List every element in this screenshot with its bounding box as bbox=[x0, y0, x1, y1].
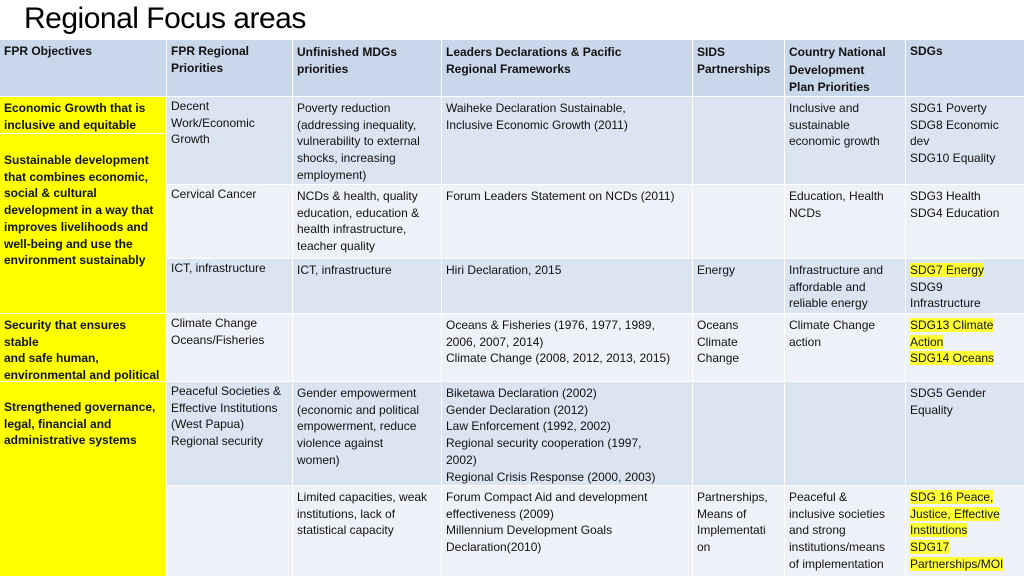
table-cell-r5-mdgs bbox=[293, 382, 441, 485]
table-cell-r6-leaders bbox=[442, 486, 692, 576]
cell-text: Biketawa Declaration (2002) bbox=[446, 386, 597, 400]
header-text: Regional Frameworks bbox=[446, 61, 571, 76]
cell-text: Infrastructure and bbox=[789, 263, 884, 277]
header-text: FPR Regional bbox=[171, 44, 250, 58]
table-cell-r1-priorities bbox=[167, 97, 292, 184]
cell-text: vulnerability to external bbox=[297, 134, 420, 149]
cell-text: Forum Leaders Statement on NCDs (2011) bbox=[446, 189, 675, 203]
cell-text: sustainable bbox=[789, 117, 850, 132]
header-sdgs-text: SDGs bbox=[910, 44, 943, 58]
cell-text: Decent bbox=[171, 99, 210, 113]
header-sdgs bbox=[906, 40, 1024, 96]
table-cell-r6-mdgs bbox=[293, 486, 441, 576]
cell-text: Energy bbox=[697, 263, 736, 277]
objective-text: well-being and use the bbox=[4, 236, 133, 251]
cell-text: 2006, 2007, 2014) bbox=[446, 334, 544, 349]
cell-text: Growth bbox=[171, 132, 210, 147]
header-text: Priorities bbox=[171, 60, 224, 75]
table-cell-r4-sids bbox=[693, 314, 784, 381]
cell-text: Means of bbox=[697, 506, 747, 521]
table-cell-r1-mdgs bbox=[293, 97, 441, 184]
cell-text: and strong bbox=[789, 523, 846, 538]
objective-text: improves livelihoods and bbox=[4, 219, 149, 234]
cell-text: Oceans bbox=[697, 318, 739, 332]
table-cell-r5-sdgs bbox=[906, 382, 1024, 485]
cell-text: 2002) bbox=[446, 452, 477, 467]
cell-text: Equality bbox=[910, 402, 953, 417]
table-cell-r4-country bbox=[785, 314, 905, 381]
cell-text: Inclusive and bbox=[789, 101, 860, 115]
cell-text: reliable energy bbox=[789, 296, 868, 311]
objective-text: inclusive and equitable bbox=[4, 117, 137, 132]
cell-text: economic growth bbox=[789, 134, 880, 149]
header-text: Unfinished MDGs bbox=[297, 45, 398, 59]
sdg-highlight-text: SDG14 Oceans bbox=[910, 351, 995, 366]
sdg-highlight-text: SDG 16 Peace, bbox=[910, 490, 994, 504]
table-cell-r4-leaders bbox=[442, 314, 692, 381]
cell-text: affordable and bbox=[789, 279, 866, 294]
header-fpr-objectives-text: FPR Objectives bbox=[4, 44, 93, 58]
table-cell-r2-mdgs bbox=[293, 185, 441, 258]
cell-text: Gender empowerment bbox=[297, 386, 417, 400]
table-cell-r3-mdgs bbox=[293, 259, 441, 313]
table-cell-r1-sdgs bbox=[906, 97, 1024, 184]
objective-text: and safe human, bbox=[4, 351, 99, 366]
table-cell-r4-priorities bbox=[167, 314, 292, 381]
table-cell-r2-leaders bbox=[442, 185, 692, 258]
objective-text: environmental and political bbox=[4, 368, 160, 383]
cell-text: Cervical Cancer bbox=[171, 187, 257, 201]
objective-text: Sustainable development bbox=[4, 153, 149, 167]
table-cell-r3-sids bbox=[693, 259, 784, 313]
cell-text: empowerment, reduce bbox=[297, 419, 417, 434]
cell-text: Climate Change bbox=[789, 318, 876, 332]
cell-text: Implementati bbox=[697, 523, 766, 538]
cell-text: SDG9 bbox=[910, 279, 943, 294]
table-cell-r1-leaders bbox=[442, 97, 692, 184]
cell-text: SDG1 Poverty bbox=[910, 101, 987, 115]
cell-text: Peaceful Societies & bbox=[171, 384, 282, 398]
cell-text: Gender Declaration (2012) bbox=[446, 402, 589, 417]
cell-text: Declaration(2010) bbox=[446, 540, 542, 555]
cell-text: dev bbox=[910, 134, 930, 149]
table-cell-r4-sdgs bbox=[906, 314, 1024, 381]
sdg-highlight-text: SDG17 bbox=[910, 540, 950, 555]
cell-text: (West Papua) bbox=[171, 417, 245, 432]
header-text: Development bbox=[789, 62, 865, 77]
table-cell-r2-priorities bbox=[167, 185, 292, 258]
cell-text: inclusive societies bbox=[789, 506, 886, 521]
objective-economic-growth bbox=[0, 97, 166, 133]
table-cell-r2-sdgs bbox=[906, 185, 1024, 258]
cell-text: effectiveness (2009) bbox=[446, 506, 554, 521]
cell-text: shocks, increasing bbox=[297, 151, 396, 166]
cell-text: Education, Health bbox=[789, 189, 884, 203]
cell-text: Climate Change (2008, 2012, 2013, 2015) bbox=[446, 351, 671, 366]
sdg-highlight-text: Action bbox=[910, 334, 944, 349]
cell-text: (economic and political bbox=[297, 402, 420, 417]
header-text: SIDS bbox=[697, 45, 726, 59]
cell-text: SDG10 Equality bbox=[910, 151, 996, 166]
cell-text: Oceans & Fisheries (1976, 1977, 1989, bbox=[446, 318, 655, 332]
cell-text: Climate Change bbox=[171, 316, 258, 330]
cell-text: Oceans/Fisheries bbox=[171, 332, 265, 347]
cell-text: Limited capacities, weak bbox=[297, 490, 428, 504]
table-cell-r2-sids bbox=[693, 185, 784, 258]
objective-governance bbox=[0, 382, 166, 576]
cell-text: SDG8 Economic bbox=[910, 117, 999, 132]
cell-text: institutions, lack of bbox=[297, 506, 396, 521]
table-cell-r3-leaders bbox=[442, 259, 692, 313]
objective-text: Strengthened governance, bbox=[4, 400, 156, 414]
cell-text: Regional security bbox=[171, 434, 264, 449]
cell-text: Poverty reduction bbox=[297, 101, 391, 115]
table-cell-r5-leaders bbox=[442, 382, 692, 485]
cell-text: Peaceful & bbox=[789, 490, 848, 504]
objective-text: administrative systems bbox=[4, 433, 137, 448]
cell-text: Partnerships, bbox=[697, 490, 768, 504]
cell-text: Regional Crisis Response (2000, 2003) bbox=[446, 469, 656, 484]
table-cell-r6-country bbox=[785, 486, 905, 576]
cell-text: ICT, infrastructure bbox=[171, 261, 266, 275]
table-cell-r6-priorities bbox=[167, 486, 292, 576]
header-fpr-priorities bbox=[167, 40, 292, 96]
header-mdgs bbox=[293, 40, 441, 96]
table-cell-r3-priorities bbox=[167, 259, 292, 313]
cell-text: Regional security cooperation (1997, bbox=[446, 436, 642, 451]
table-cell-r5-sids bbox=[693, 382, 784, 485]
cell-text: SDG4 Education bbox=[910, 205, 1000, 220]
table-cell-r6-sdgs bbox=[906, 486, 1024, 576]
cell-text: Waiheke Declaration Sustainable, bbox=[446, 101, 626, 115]
objective-text: Economic Growth that is bbox=[4, 101, 146, 115]
objective-text: development in a way that bbox=[4, 203, 154, 218]
cell-text: on bbox=[697, 540, 711, 555]
objective-text: environment sustainably bbox=[4, 253, 146, 268]
focus-areas-table bbox=[0, 40, 1024, 576]
sdg-highlight-text: Partnerships/MOI bbox=[910, 556, 1004, 571]
objective-text: legal, financial and bbox=[4, 416, 112, 431]
cell-text: SDG5 Gender bbox=[910, 386, 987, 400]
objective-text: Security that ensures stable bbox=[4, 318, 127, 349]
table-cell-r3-sdgs bbox=[906, 259, 1024, 313]
table-cell-r6-sids bbox=[693, 486, 784, 576]
cell-text: Change bbox=[697, 351, 740, 366]
cell-text: Effective Institutions bbox=[171, 400, 278, 415]
header-fpr-objectives bbox=[0, 40, 166, 96]
sdg-highlight-text: SDG13 Climate bbox=[910, 318, 994, 332]
objective-sustainable-development bbox=[0, 134, 166, 313]
header-text: Partnerships bbox=[697, 61, 771, 76]
sdg-highlight-text: SDG7 Energy bbox=[910, 263, 985, 277]
cell-text: teacher quality bbox=[297, 239, 376, 254]
cell-text: NCDs & health, quality bbox=[297, 189, 418, 203]
header-text: Country National bbox=[789, 45, 886, 59]
sdg-highlight-text: Institutions bbox=[910, 523, 968, 538]
objective-security bbox=[0, 314, 166, 381]
cell-text: Climate bbox=[697, 334, 738, 349]
cell-text: NCDs bbox=[789, 205, 821, 220]
cell-text: employment) bbox=[297, 167, 367, 182]
cell-text: institutions/means bbox=[789, 540, 886, 555]
cell-text: education, education & bbox=[297, 205, 420, 220]
header-text: Leaders Declarations & Pacific bbox=[446, 45, 622, 59]
table-cell-r1-country bbox=[785, 97, 905, 184]
cell-text: women) bbox=[297, 452, 340, 467]
table-cell-r5-priorities bbox=[167, 382, 292, 485]
table-cell-r5-country bbox=[785, 382, 905, 485]
cell-text: SDG3 Health bbox=[910, 189, 981, 203]
header-leaders bbox=[442, 40, 692, 96]
cell-text: health infrastructure, bbox=[297, 222, 407, 237]
page-title: Regional Focus areas bbox=[24, 2, 306, 35]
header-text: priorities bbox=[297, 61, 349, 76]
cell-text: Work/Economic bbox=[171, 115, 255, 130]
cell-text: Hiri Declaration, 2015 bbox=[446, 263, 562, 277]
objective-text: social & cultural bbox=[4, 186, 97, 201]
cell-text: Law Enforcement (1992, 2002) bbox=[446, 419, 611, 434]
table-cell-r2-country bbox=[785, 185, 905, 258]
header-text: Plan Priorities bbox=[789, 80, 870, 94]
cell-text: action bbox=[789, 334, 822, 349]
cell-text: of implementation bbox=[789, 556, 884, 571]
cell-text: Inclusive Economic Growth (2011) bbox=[446, 117, 628, 132]
cell-text: ICT, infrastructure bbox=[297, 263, 392, 277]
cell-text: Millennium Development Goals bbox=[446, 523, 613, 538]
table-cell-r3-country bbox=[785, 259, 905, 313]
header-sids bbox=[693, 40, 784, 96]
cell-text: Infrastructure bbox=[910, 296, 981, 311]
header-country bbox=[785, 40, 905, 96]
table-cell-r4-mdgs bbox=[293, 314, 441, 381]
cell-text: (addressing inequality, bbox=[297, 117, 417, 132]
sdg-highlight-text: Justice, Effective bbox=[910, 506, 1000, 521]
objective-text: that combines economic, bbox=[4, 169, 149, 184]
cell-text: Forum Compact Aid and development bbox=[446, 490, 648, 504]
cell-text: statistical capacity bbox=[297, 523, 394, 538]
cell-text: violence against bbox=[297, 436, 384, 451]
table-cell-r1-sids bbox=[693, 97, 784, 184]
